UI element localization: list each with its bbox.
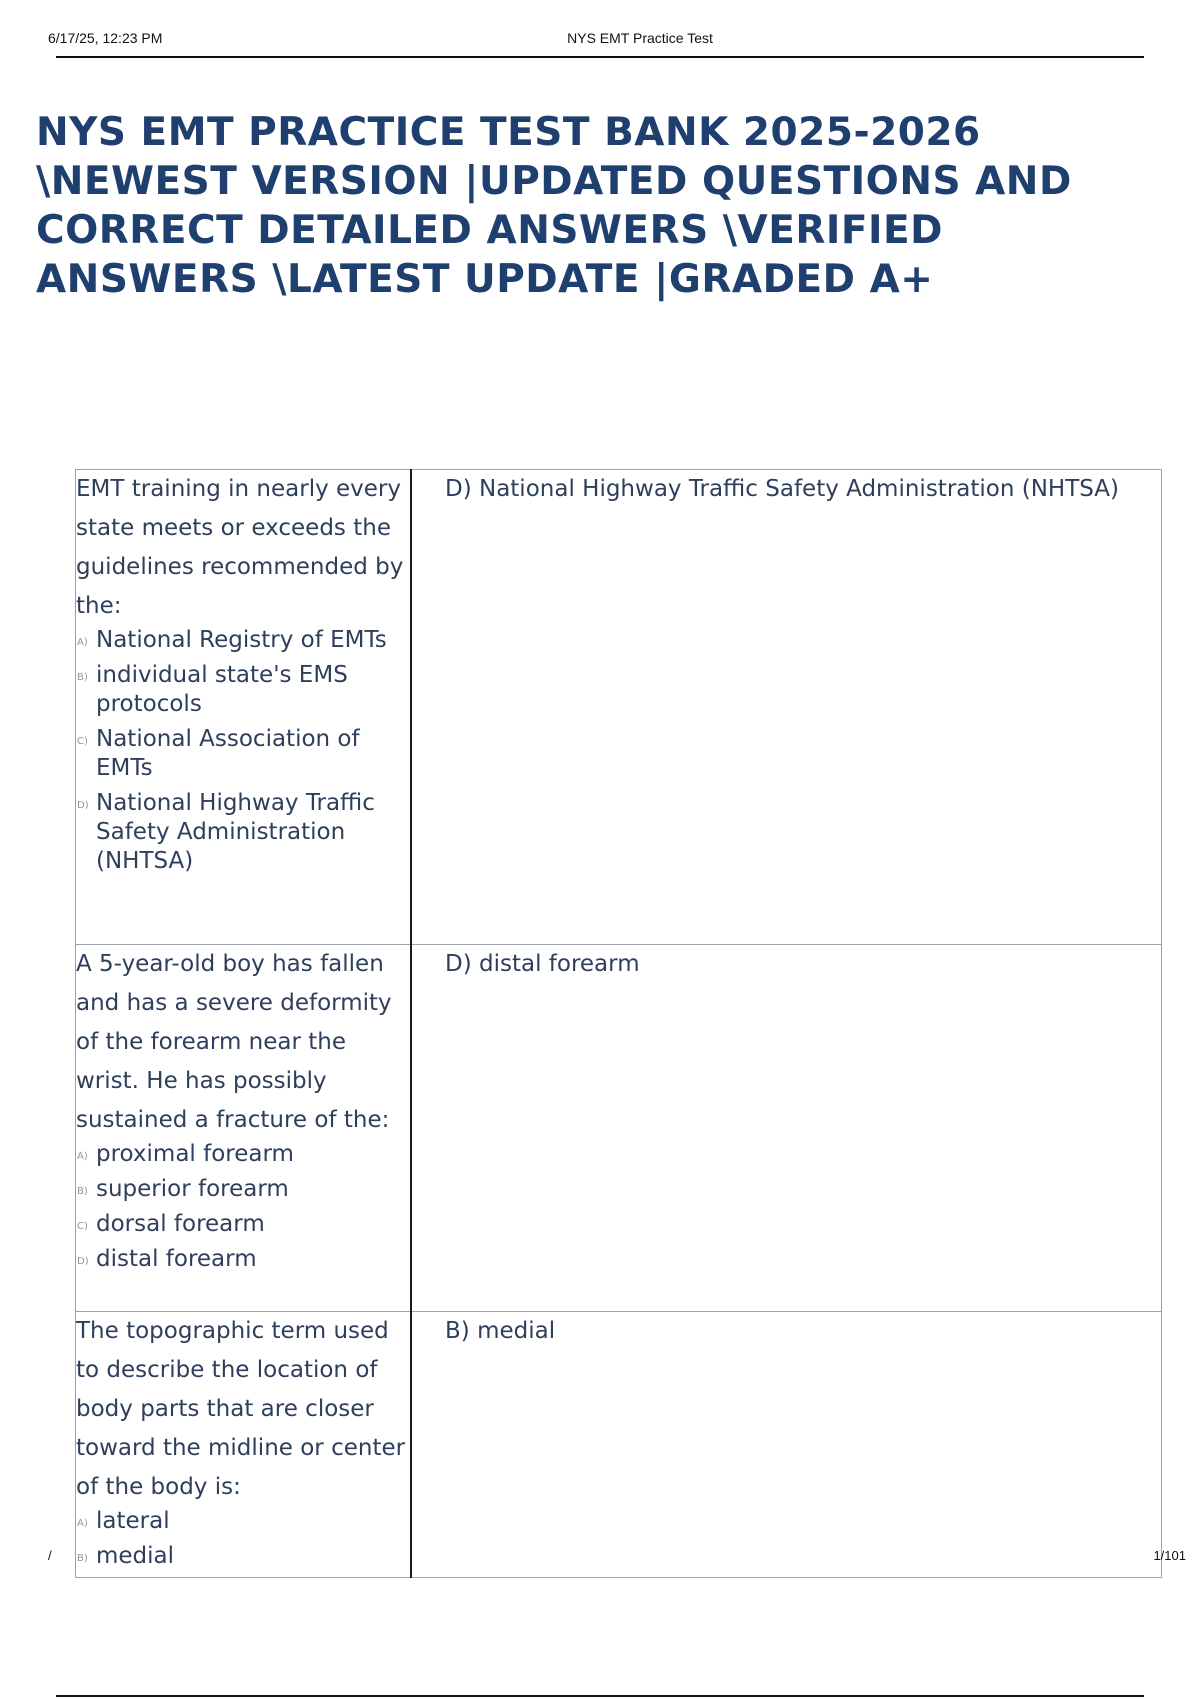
answer-cell [411, 470, 1162, 945]
option-text: National Registry of EMTs [96, 627, 387, 653]
option-text: superior forearm [96, 1176, 289, 1202]
option-item [76, 1245, 410, 1274]
option-list [76, 1507, 410, 1571]
answer-cell [411, 1312, 1162, 1578]
answer-text: D) National Highway Traffic Safety Administration (NHTSA) [445, 476, 1119, 502]
option-letter: B) [77, 1553, 88, 1564]
option-list [76, 626, 410, 876]
print-title: NYS EMT Practice Test [567, 30, 713, 46]
option-text: National Association of EMTs [96, 726, 360, 781]
question-cell [76, 1312, 412, 1578]
question-cell [76, 945, 412, 1312]
header-divider [56, 56, 1144, 58]
table-row [76, 470, 1162, 945]
answer-cell [411, 945, 1162, 1312]
question-cell [76, 470, 412, 945]
print-date: 6/17/25, 12:23 PM [48, 30, 163, 46]
footer-url: / [48, 1548, 52, 1563]
document-title: NYS EMT PRACTICE TEST BANK 2025-2026 \NEWEST VERSION |UPDATED QUESTIONS AND CORRECT DETAILED ANSWERS \VERIFIED ANSWERS \LATEST UPDATE |GRADED A+ [36, 110, 1072, 302]
option-letter: A) [77, 637, 88, 648]
question-text: EMT training in nearly every state meets or exceeds the guidelines recommended by the: [76, 476, 404, 619]
option-item [76, 1175, 410, 1204]
option-letter: C) [77, 736, 88, 747]
option-letter: D) [77, 800, 89, 811]
option-text: individual state's EMS protocols [96, 662, 348, 717]
option-item [76, 626, 410, 655]
option-item [76, 725, 410, 783]
table-row [76, 945, 1162, 1312]
option-item [76, 1542, 410, 1571]
option-item [76, 661, 410, 719]
option-letter: D) [77, 1256, 89, 1267]
option-item [76, 1140, 410, 1169]
option-text: distal forearm [96, 1246, 257, 1272]
page-header [0, 0, 1200, 60]
table-row [76, 1312, 1162, 1578]
option-item [76, 1507, 410, 1536]
option-text: National Highway Traffic Safety Administration (NHTSA) [96, 790, 375, 874]
option-letter: B) [77, 672, 88, 683]
footer-divider [56, 1695, 1144, 1697]
answer-text: B) medial [445, 1318, 556, 1344]
option-letter: B) [77, 1186, 88, 1197]
qa-table [75, 469, 1162, 1578]
option-text: dorsal forearm [96, 1211, 265, 1237]
option-text: lateral [96, 1508, 170, 1534]
option-letter: A) [77, 1151, 88, 1162]
option-text: proximal forearm [96, 1141, 294, 1167]
question-text: The topographic term used to describe the location of body parts that are closer toward the midline or center of the body is: [76, 1318, 406, 1500]
option-list [76, 1140, 410, 1274]
option-item [76, 1210, 410, 1239]
answer-text: D) distal forearm [445, 951, 640, 977]
question-text: A 5-year-old boy has fallen and has a severe deformity of the forearm near the wrist. He has possibly sustained a fracture of the: [76, 951, 392, 1133]
page-number: 1/101 [1153, 1548, 1186, 1563]
option-letter: A) [77, 1518, 88, 1529]
option-letter: C) [77, 1221, 88, 1232]
option-text: medial [96, 1543, 175, 1569]
option-item [76, 789, 410, 876]
